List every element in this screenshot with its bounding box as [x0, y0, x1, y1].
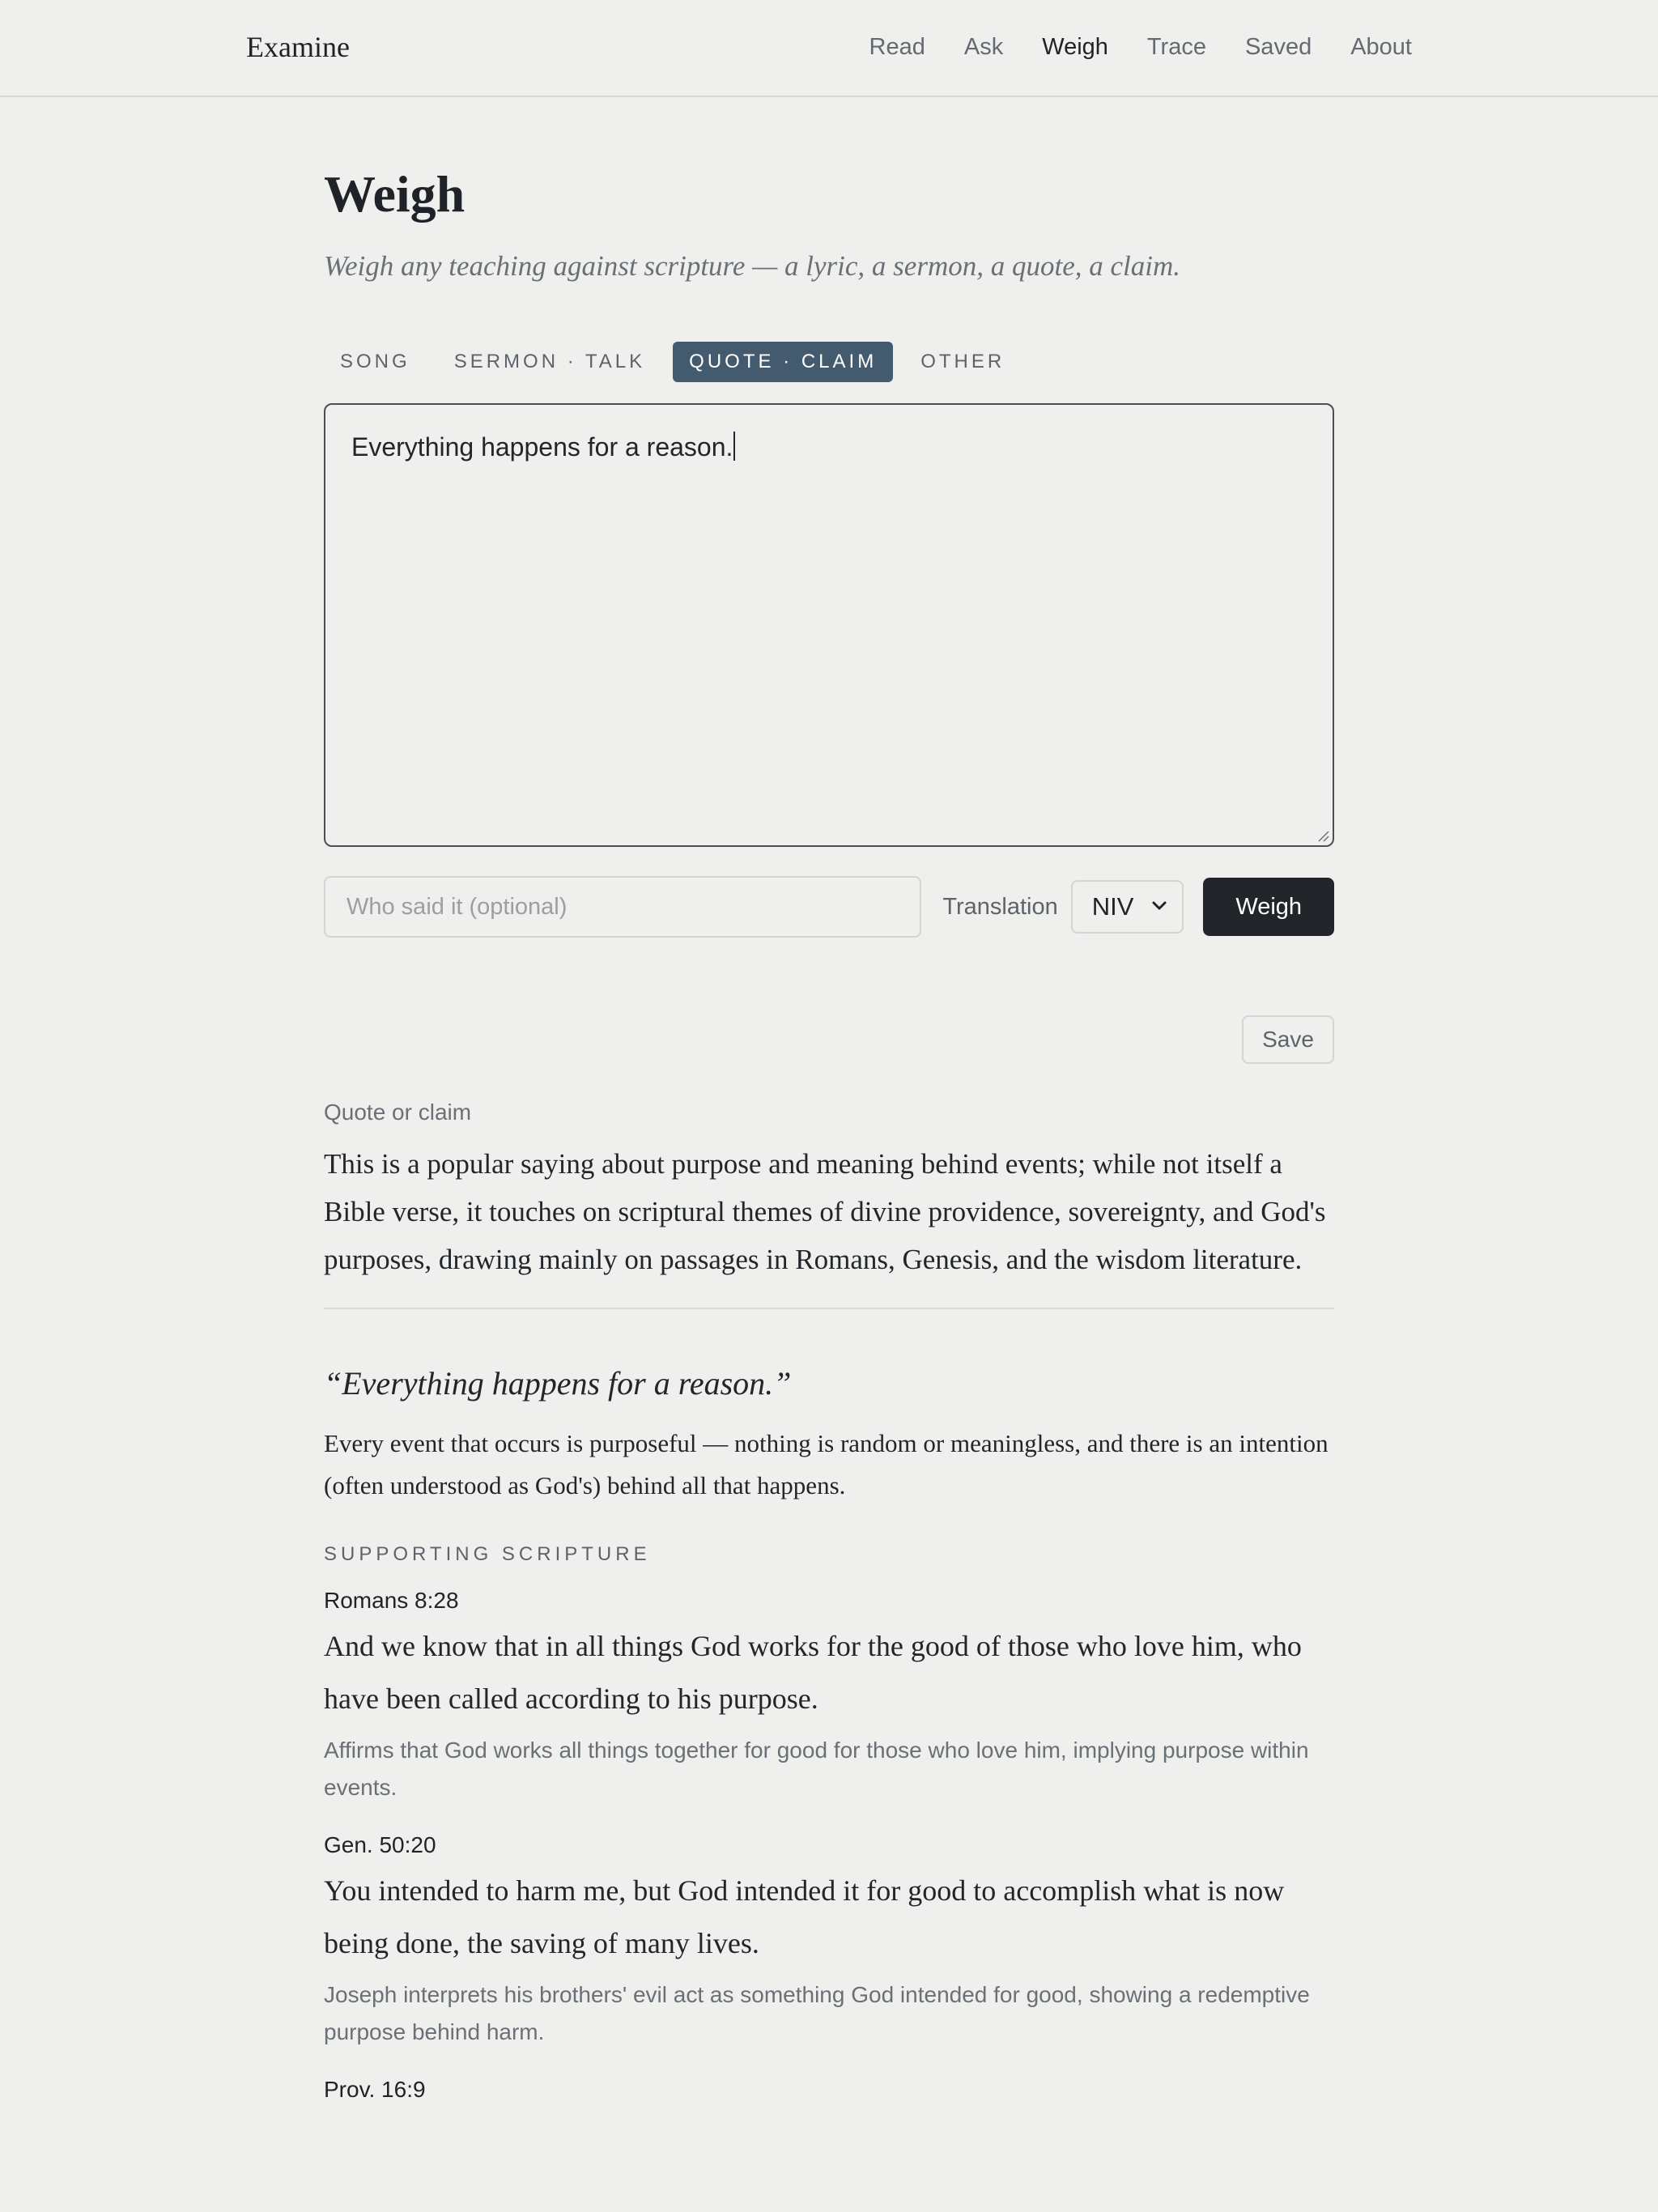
supporting-scripture-heading: SUPPORTING SCRIPTURE	[324, 1543, 651, 1565]
page-subtitle: Weigh any teaching against scripture — a lyric, a sermon, a quote, a claim.	[324, 250, 1180, 282]
mode-tabs	[324, 342, 1334, 382]
tab-quote-claim[interactable]: QUOTE · CLAIM	[673, 342, 893, 382]
scripture-item	[324, 2075, 1334, 2104]
claim-meaning: Every event that occurs is purposeful — nothing is random or meaningless, and there is an intention (often understood as God's) behind all that happens.	[324, 1429, 1329, 1499]
nav-item-weigh[interactable]: Weigh	[1042, 34, 1108, 60]
chevron-down-icon	[1151, 898, 1167, 914]
scripture-reference[interactable]: Gen. 50:20	[324, 1832, 436, 1857]
scripture-reference[interactable]: Romans 8:28	[324, 1588, 459, 1613]
tab-other[interactable]: OTHER	[920, 351, 1005, 372]
text-cursor	[733, 432, 735, 461]
scripture-verse-text: You intended to harm me, but God intended it for good to accomplish what is now being done, the saving of many lives.	[324, 1874, 1285, 1959]
scripture-verse-text: And we know that in all things God works for the good of those who love him, who have been called according to his purpose.	[324, 1630, 1302, 1715]
claim-text: Everything happens for a reason.	[351, 432, 733, 462]
main-nav	[869, 24, 1412, 70]
scripture-note: Affirms that God works all things together for good for those who love him, implying purpose within events.	[324, 1738, 1309, 1800]
save-row	[324, 1015, 1334, 1064]
tab-sermon-talk[interactable]: SERMON · TALK	[453, 351, 646, 372]
top-navigation-bar	[0, 0, 1658, 97]
resize-grip-icon[interactable]	[1316, 829, 1329, 842]
result-kind-label: Quote or claim	[324, 1100, 472, 1125]
who-said-it-input[interactable]	[324, 876, 921, 938]
scripture-reference[interactable]: Prov. 16:9	[324, 2077, 426, 2102]
nav-item-ask[interactable]: Ask	[963, 34, 1004, 60]
translation-label: Translation	[942, 893, 1058, 920]
claim-quote: “Everything happens for a reason.”	[324, 1365, 792, 1402]
nav-item-saved[interactable]: Saved	[1244, 34, 1312, 60]
main-content	[324, 97, 1334, 2104]
weigh-controls	[324, 876, 1334, 938]
nav-item-trace[interactable]: Trace	[1146, 34, 1206, 60]
claim-textarea[interactable]	[324, 403, 1334, 847]
tab-song[interactable]: SONG	[340, 351, 410, 372]
divider	[324, 1308, 1334, 1309]
brand-logo[interactable]: Examine	[246, 31, 350, 63]
scripture-item	[324, 1831, 1334, 2051]
translation-select[interactable]	[1071, 880, 1184, 934]
claim-text-value	[351, 428, 735, 466]
weigh-button[interactable]: Weigh	[1203, 878, 1334, 936]
nav-item-about[interactable]: About	[1350, 34, 1412, 60]
save-button[interactable]: Save	[1242, 1015, 1334, 1064]
page-title: Weigh	[324, 165, 466, 223]
scripture-note: Joseph interprets his brothers' evil act as something God intended for good, showing a redemptive purpose behind harm.	[324, 1982, 1310, 2044]
result-summary: This is a popular saying about purpose and meaning behind events; while not itself a Bible verse, it touches on scriptural themes of divine providence, sovereignty, and God's purposes, drawing mainly on passages in Romans, Genesis, and the wisdom literature.	[324, 1148, 1326, 1275]
nav-item-read[interactable]: Read	[869, 34, 925, 60]
scripture-item	[324, 1586, 1334, 1806]
translation-selected-value: NIV	[1091, 892, 1134, 921]
